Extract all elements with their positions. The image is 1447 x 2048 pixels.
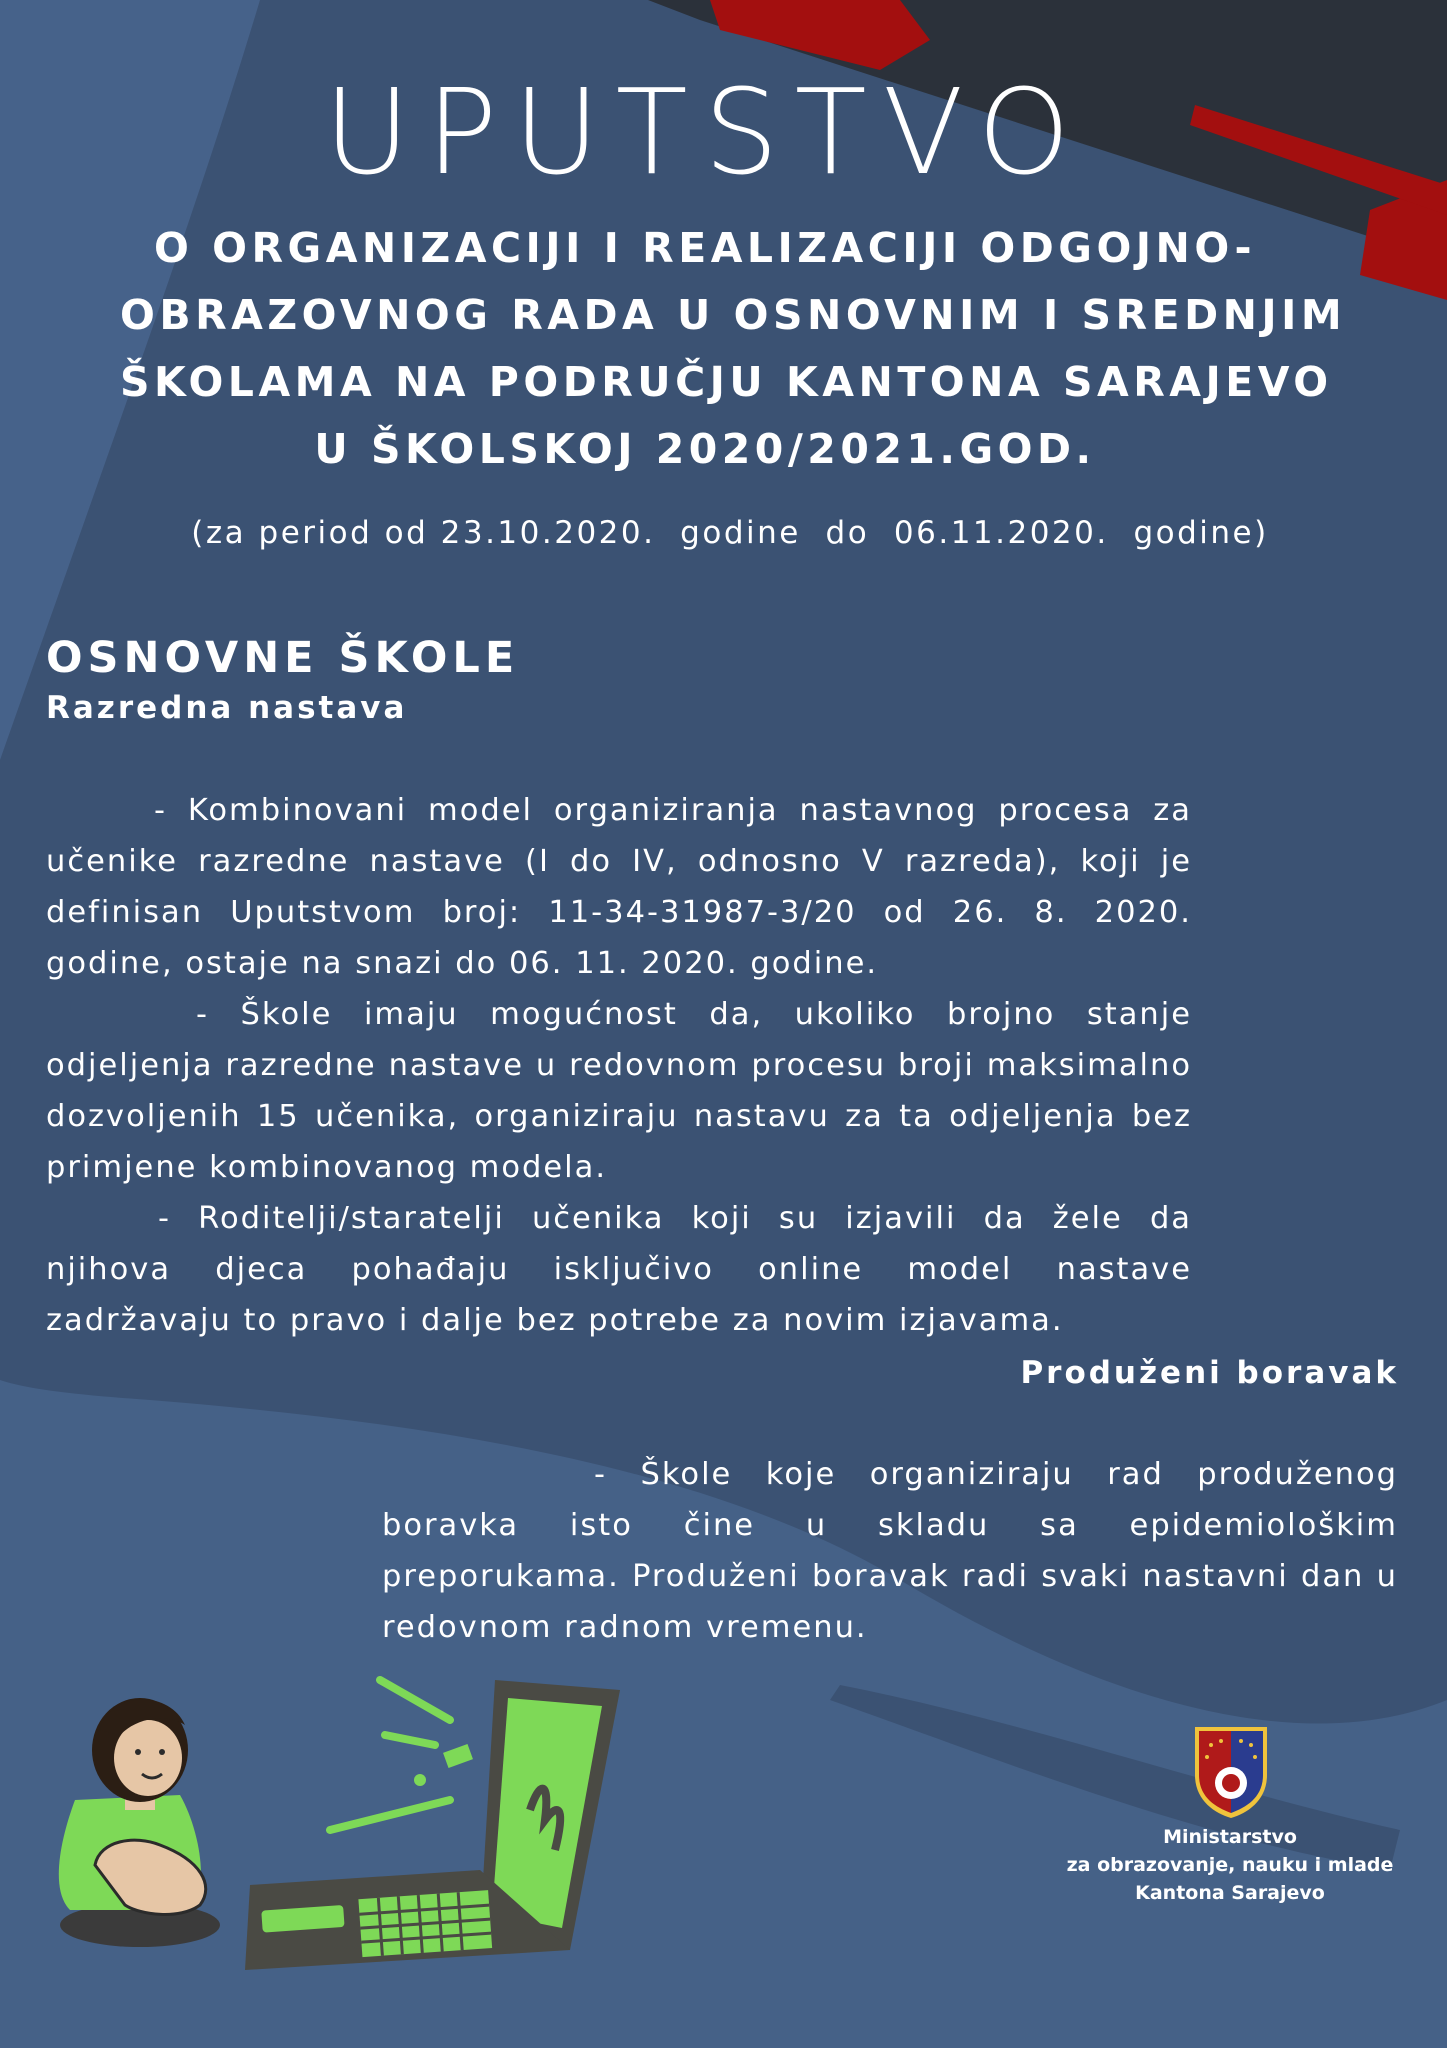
coat-of-arms-icon [1193,1725,1269,1820]
subtitle-line: OBRAZOVNOG RADA U OSNOVNIM I SREDNJIM [120,291,1347,339]
child-illustration [40,1670,230,1950]
subtitle-line: U ŠKOLSKOJ 2020/2021.GOD. [314,425,1096,473]
paragraph-school-option: - Škole imaju mogućnost da, ukoliko brojno stanje odjeljenja razredne nastave u redovnom procesu broji maksimalno dozvoljenih 15 učenika, organiziraju nastavu za ta odjeljenja bez primjene kombinovanog modela. [46,997,1192,1185]
paragraph-boravak: - Škole koje organiziraju rad produženog boravka isto čine u skladu sa epidemiološkim preporukama. Produženi boravak radi svaki nastavni dan u redovnom radnom vremenu. [382,1457,1398,1645]
subtitle-line: ŠKOLAMA NA PODRUČJU KANTONA SARAJEVO [120,358,1333,406]
document-subtitle [120,215,1347,483]
ministry-line: Kantona Sarajevo [1135,1882,1325,1904]
section-subheading: Razredna nastava [46,690,408,726]
boravak-heading: Produženi boravak [1020,1355,1399,1391]
period-note: (za period od 23.10.2020. godine do 06.11.2020. godine) [191,515,1269,551]
ministry-line: Ministarstvo [1163,1826,1297,1848]
ministry-name [1060,1823,1400,1907]
paragraph-combined-model: - Kombinovani model organiziranja nastavnog procesa za učenike razredne nastave (I do IV, odnosno V razreda), koji je definisan Uputstvom broj: 11-34-31987-3/20 od 26. 8. 2020. godine, ostaje na snazi do 06. 11. 2020. godine. [46,793,1192,981]
section-heading: OSNOVNE ŠKOLE [46,633,520,683]
laptop-illustration [240,1670,630,1980]
subtitle-line: O ORGANIZACIJI I REALIZACIJI ODGOJNO- [154,224,1256,272]
paragraph-parents-online: - Roditelji/staratelji učenika koji su izjavili da žele da njihova djeca pohađaju isključivo online model nastave zadržavaju to pravo i dalje bez potrebe za novim izjavama. [46,1201,1192,1338]
document-title: UPUTSTVO [323,63,1087,201]
ministry-line: za obrazovanje, nauku i mlade [1066,1854,1394,1876]
